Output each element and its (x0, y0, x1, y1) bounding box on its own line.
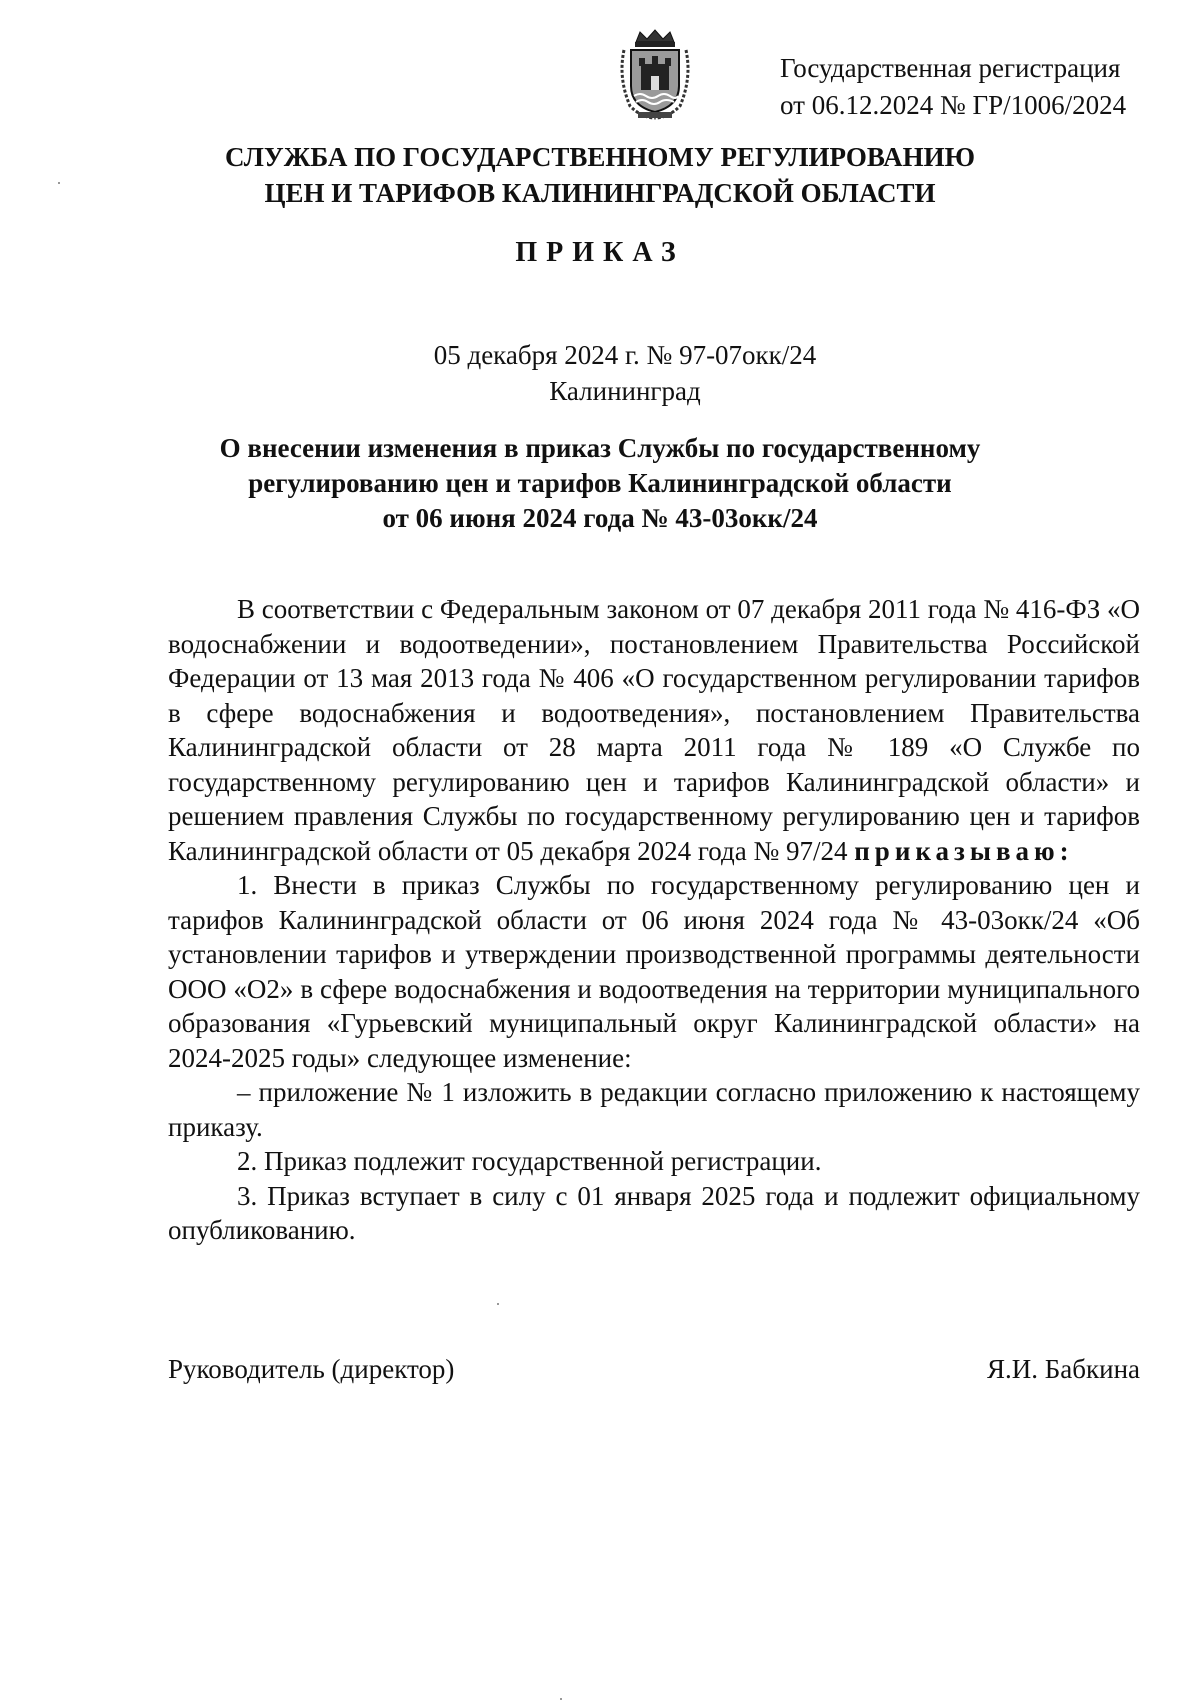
document-city: Калининград (549, 376, 701, 406)
registration-number: от 06.12.2024 № ГР/1006/2024 (780, 90, 1127, 120)
order-item-1-sub: – приложение № 1 изложить в редакции согласно приложению к настоящему приказу. (168, 1077, 1140, 1142)
signature-block (168, 1352, 1140, 1386)
preamble-text: В соответствии с Федеральным законом от 07 декабря 2011 года № 416-ФЗ «О водоснабжении и водоотведении», постановлением Правительства Российской Федерации от 13 мая 2013 года № 406 «О государственном регулировании тарифов в сфере водоснабжения и водоотведения», постановлением Правительства Калининградской области от 28 марта 2011 года № 189 «О Службе по государственному регулированию цен и тарифов Калининградской области» и решением правления Службы по государственному регулированию цен и тарифов Калининградской области от 05 декабря 2024 года № 97/24 (168, 594, 1140, 866)
subject-line2: регулированию цен и тарифов Калининградской области (248, 468, 952, 498)
registration-stamp (780, 50, 1140, 124)
registration-label: Государственная регистрация (780, 53, 1121, 83)
agency-name-line1: СЛУЖБА ПО ГОСУДАРСТВЕННОМУ РЕГУЛИРОВАНИЮ (224, 142, 976, 172)
signatory-position: Руководитель (директор) (168, 1354, 455, 1384)
preamble-paragraph (168, 592, 1140, 868)
agency-name-line2: ЦЕН И ТАРИФОВ КАЛИНИНГРАДСКОЙ ОБЛАСТИ (264, 178, 936, 208)
subject-line3: от 06 июня 2024 года № 43-03окк/24 (382, 503, 818, 533)
document-type-title: ПРИКАЗ (515, 237, 685, 268)
order-word: приказываю: (854, 835, 1074, 866)
subject-line1: О внесении изменения в приказ Службы по государственному (219, 433, 981, 463)
document-subject (150, 431, 1050, 536)
order-item-1: 1. Внести в приказ Службы по государственному регулированию цен и тарифов Калининградской области от 06 июня 2024 года № 43-03окк/24 «Об установлении тарифов и утверждении производственной программы деятельности ООО «О2» в сфере водоснабжения и водоотведения на территории муниципального образования «Гурьевский муниципальный округ Калининградской области» на 2024-2025 годы» следующее изменение: (168, 870, 1140, 1073)
agency-name (150, 139, 1050, 211)
coat-of-arms-kaliningrad-icon (616, 28, 694, 120)
signatory-name: Я.И. Бабкина (987, 1354, 1140, 1384)
scan-speck (497, 1303, 499, 1305)
order-item-3: 3. Приказ вступает в силу с 01 января 2025 года и подлежит официальному опубликованию. (168, 1180, 1140, 1245)
document-body (168, 592, 1140, 1248)
document-date-block (300, 337, 950, 409)
scan-speck (58, 182, 60, 184)
order-item-2: 2. Приказ подлежит государственной регистрации. (237, 1146, 822, 1176)
document-date-number: 05 декабря 2024 г. № 97-07окк/24 (433, 340, 817, 370)
